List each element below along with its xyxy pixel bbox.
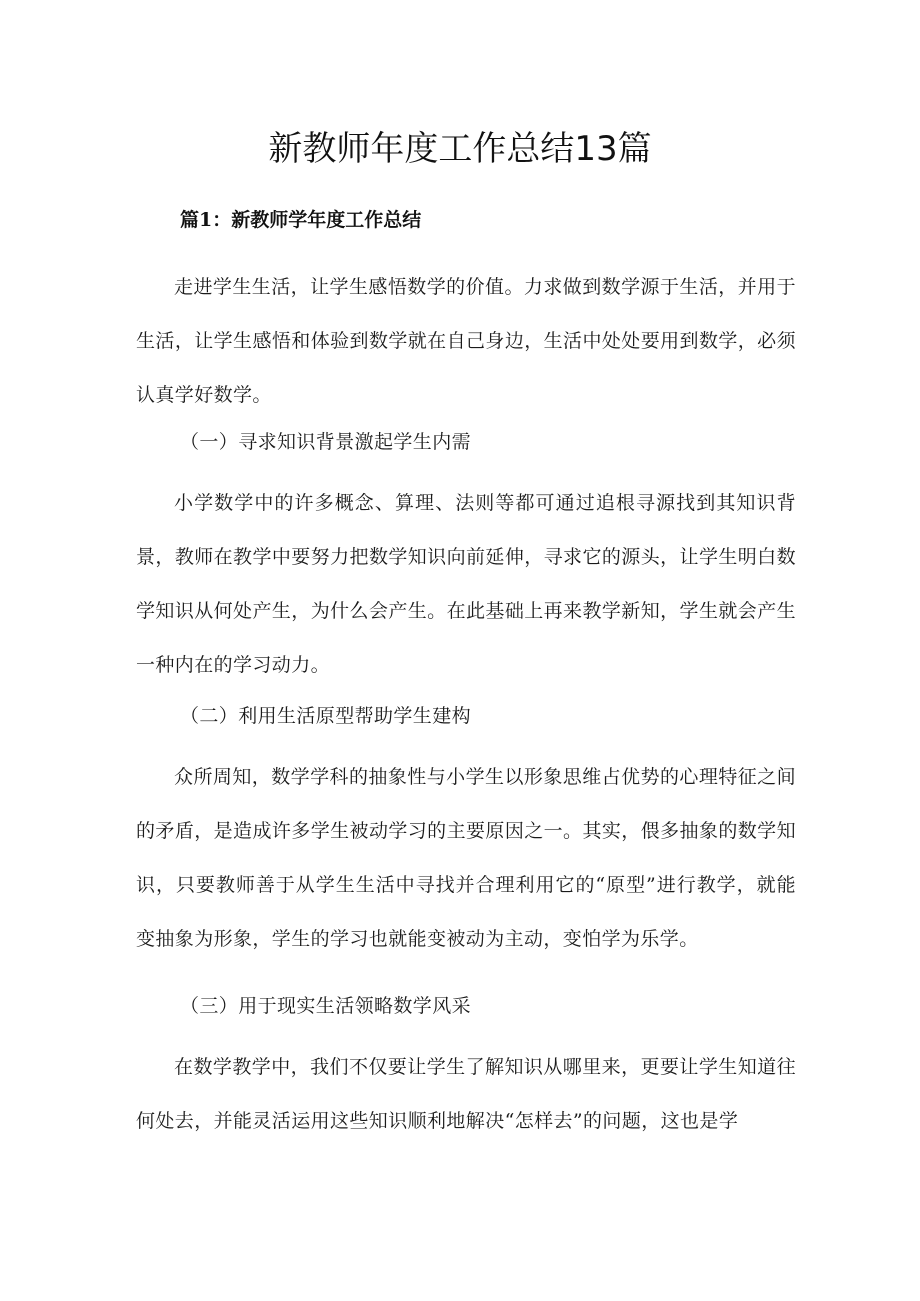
- paragraph-real-life-application: 在数学教学中，我们不仅要让学生了解知识从哪里来，更要让学生知道往何处去，并能灵活运用这些知识顺利地解决“怎样去”的问题，这也是学: [136, 1056, 796, 1132]
- subheading-3: （三）用于现实生活领略数学风采: [180, 995, 472, 1017]
- paragraph-knowledge-background: 小学数学中的许多概念、算理、法则等都可通过追根寻源找到其知识背景，教师在教学中要努力把数学知识向前延伸，寻求它的源头，让学生明白数学知识从何处产生，为什么会产生。在此基础上再来教学新知，学生就会产生一种内在的学习动力。: [136, 492, 796, 676]
- section-heading: 篇1：新教师学年度工作总结: [180, 209, 422, 231]
- subheading-1: （一）寻求知识背景激起学生内需: [180, 431, 472, 453]
- document-title: 新教师年度工作总结13篇: [268, 129, 652, 169]
- subheading-2: （二）利用生活原型帮助学生建构: [180, 705, 472, 727]
- paragraph-life-prototype: 众所周知，数学学科的抽象性与小学生以形象思维占优势的心理特征之间的矛盾，是造成许多学生被动学习的主要原因之一。其实，偎多抽象的数学知识，只要教师善于从学生生活中寻找并合理利用它的“原型”进行教学，就能变抽象为形象，学生的学习也就能变被动为主动，变怕学为乐学。: [136, 766, 796, 950]
- paragraph-intro: 走进学生生活，让学生感悟数学的价值。力求做到数学源于生活，并用于生活，让学生感悟和体验到数学就在自己身边，生活中处处要用到数学，必须认真学好数学。: [136, 276, 796, 406]
